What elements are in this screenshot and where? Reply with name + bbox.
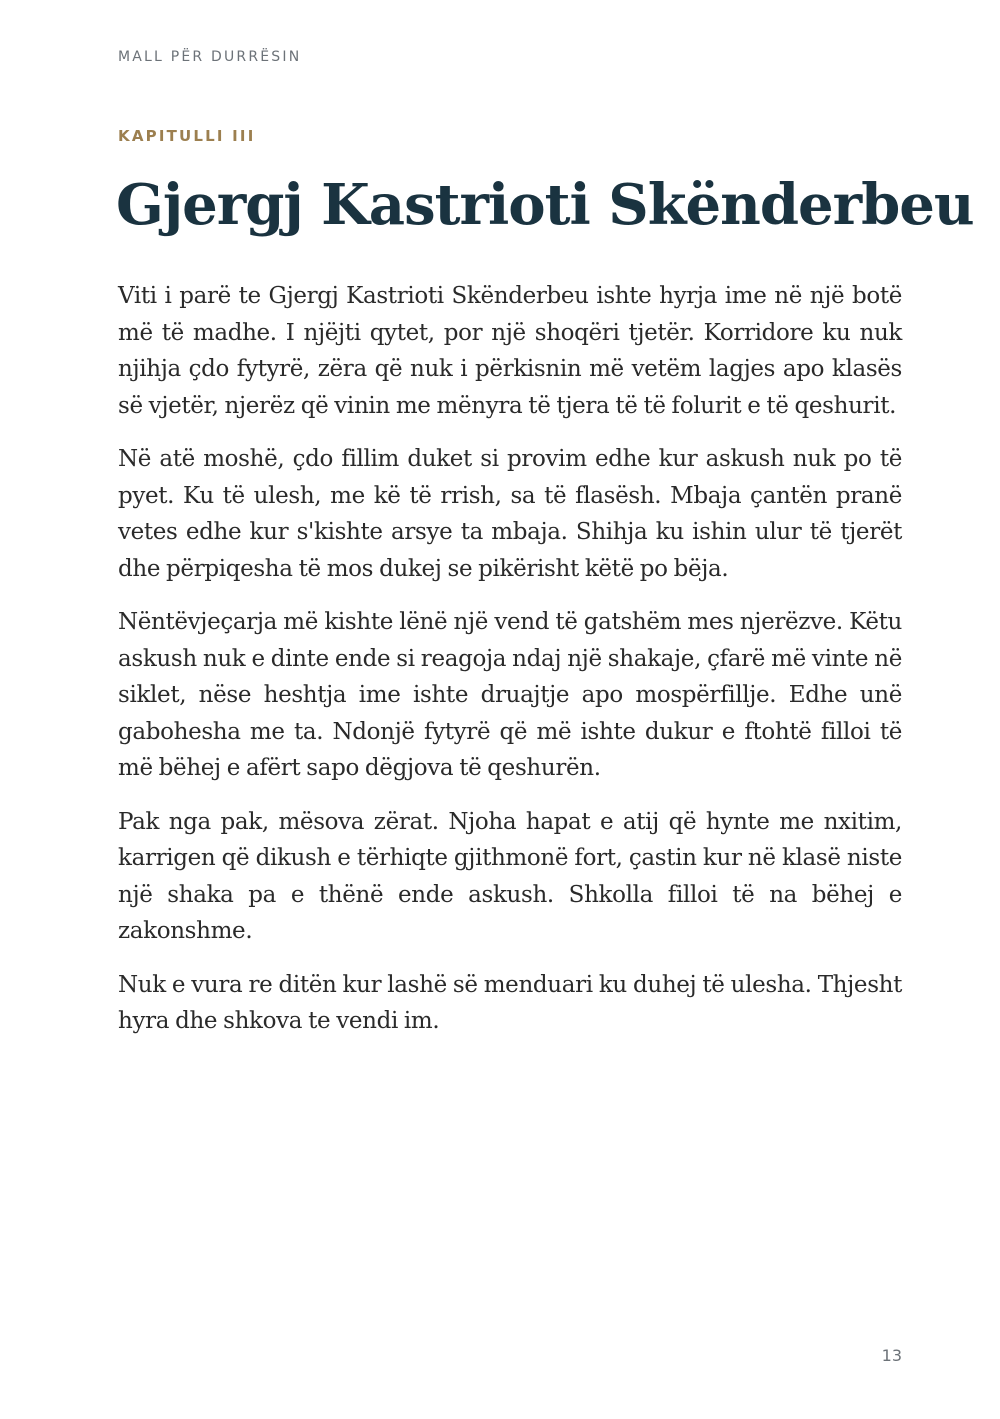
chapter-body [118,278,902,1057]
chapter-label: KAPITULLI III [118,127,256,145]
page-number: 13 [881,1346,902,1365]
paragraph-5: Nuk e vura re ditën kur lashë së menduari ku duhej të ulesha. Thjesht hyra dhe shkova te vendi im. [118,971,902,1034]
chapter-title: Gjergj Kastrioti Skënderbeu [116,172,974,238]
paragraph-3: Nëntëvjeçarja më kishte lënë një vend të gatshëm mes njerëzve. Këtu askush nuk e dinte ende si reagoja ndaj një shakaje, çfarë më vinte në siklet, nëse heshtja ime ishte druajtje apo mospërfillje. Edhe unë gabohesha me ta. Ndonjë fytyrë që më ishte dukur e ftohtë filloi të më bëhej e afërt sapo dëgjova të qeshurën. [118,609,902,781]
paragraph-2: Në atë moshë, çdo fillim duket si provim edhe kur askush nuk po të pyet. Ku të ulesh, me kë të rrish, sa të flasësh. Mbaja çantën pranë vetes edhe kur s'kishte arsye ta mbaja. Shihja ku ishin ulur të tjerët dhe përpiqesha të mos dukej se pikërisht këtë po bëja. [118,446,902,582]
paragraph-4: Pak nga pak, mësova zërat. Njoha hapat e atij që hynte me nxitim, karrigen që dikush e tërhiqte gjithmonë fort, çastin kur në klasë niste një shaka pa e thënë ende askush. Shkolla filloi të na bëhej e zakonshme. [118,808,902,944]
paragraph-1: Viti i parë te Gjergj Kastrioti Skënderbeu ishte hyrja ime në një botë më të madhe. I njëjti qytet, por një shoqëri tjetër. Korridore ku nuk njihja çdo fytyrë, zëra që nuk i përkisnin më vetëm lagjes apo klasës së vjetër, njerëz që vinin me mënyra të tjera të të folurit e të qeshurit. [118,283,902,419]
running-header: MALL PËR DURRËSIN [118,49,302,65]
